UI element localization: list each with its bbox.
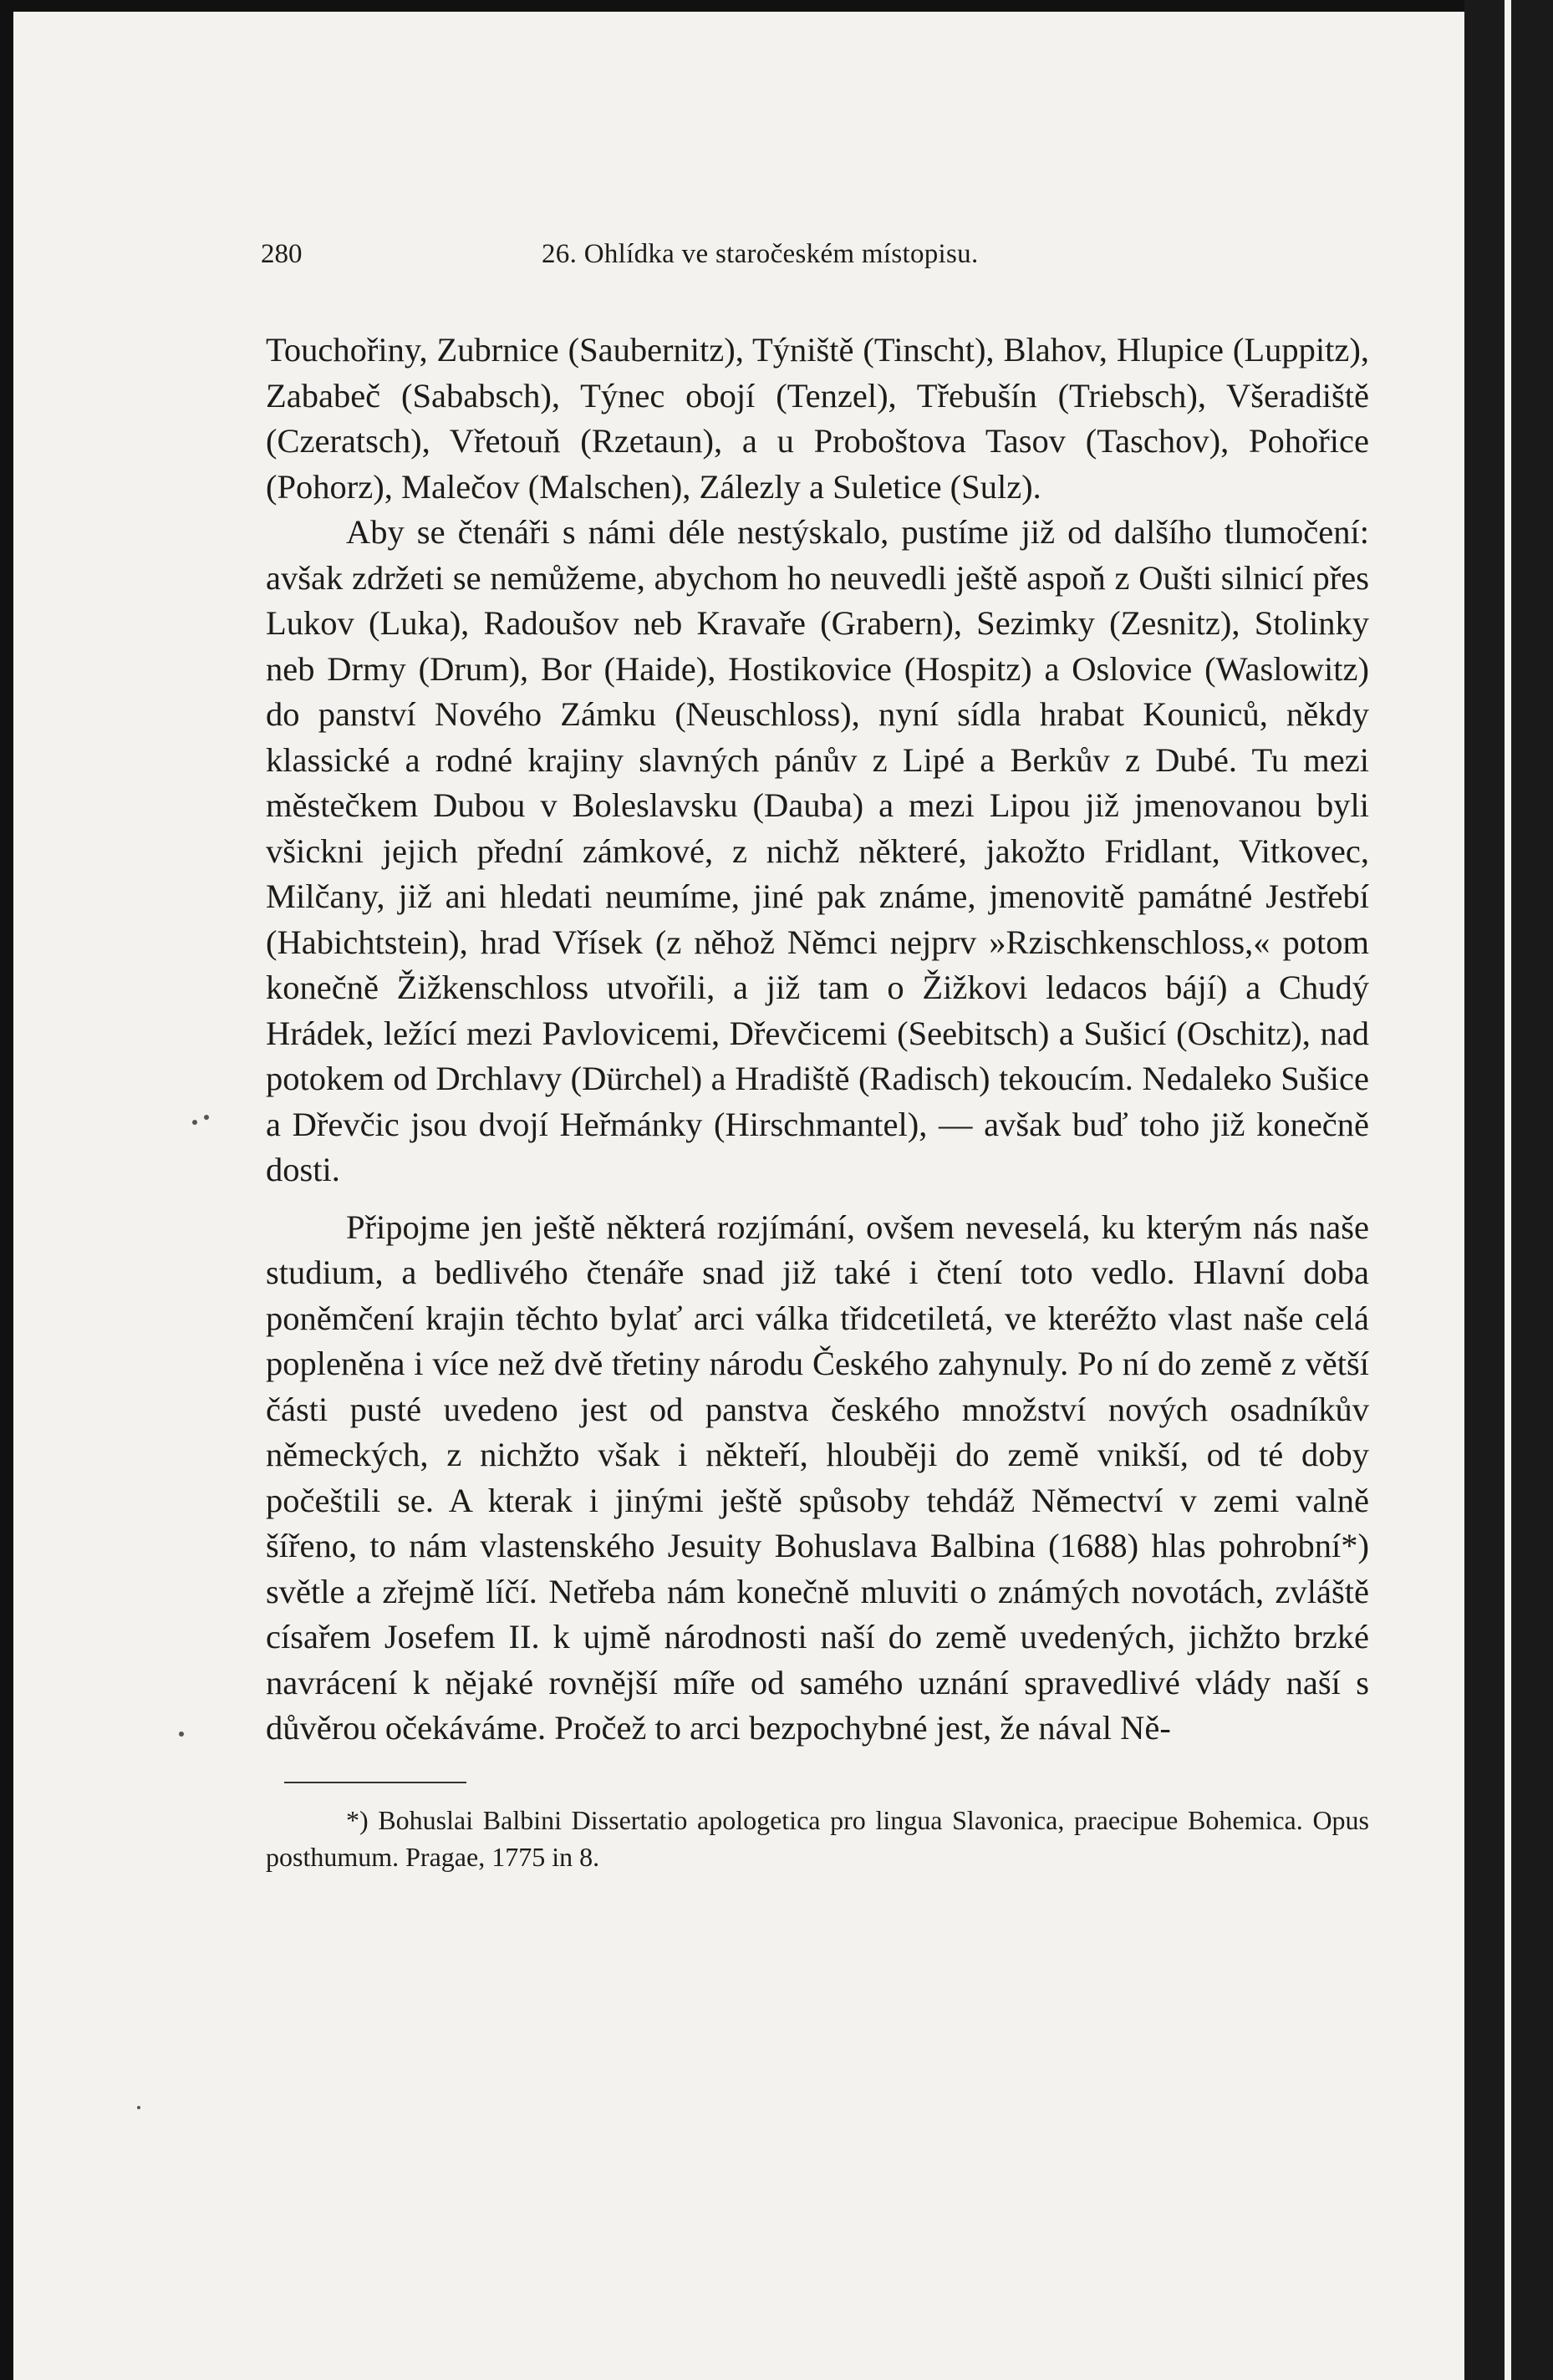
paragraph: Připojme jen ještě některá rozjímání, ovšem neveselá, ku kterým nás naše studium, a bedlivého čtenáře snad již také i čtení toto vedlo. Hlavní doba poněmčení krajin těchto bylať arci válka třidcetiletá, ve kteréžto vlast naše celá popleněna i více než dvě třetiny národu Českého zahynuly. Po ní do země z větší části pusté uvedeno jest od panstva českého množství nových osadníkův německých, z nichžto však i někteří, hlouběji do země vnikší, od té doby počeštili se. A kterak i jinými ještě spůsoby tehdáž Němectví v zemi valně šířeno, to nám vlastenského Jesuity Bohuslava Balbina (1688) hlas pohrobní*) světle a zřejmě líčí. Netřeba nám konečně mluviti o známých novotách, zvláště císařem Josefem II. k ujmě národnosti naší do země uvedených, jichžto brzké navrácení k nějaké rovnější míře od samého uznání spravedlivé vlády naší s důvěrou očekáváme. Pročež to arci bezpochybné jest, že nával Ně- <box>266 1208 1369 1747</box>
page-number: 280 <box>261 239 303 269</box>
paragraph: Touchořiny, Zubrnice (Saubernitz), Týniště (Tinscht), Blahov, Hlupice (Luppitz), Zababeč (Sababsch), Týnec obojí (Tenzel), Třebušín (Triebsch), Všeradiště (Czeratsch), Vřetouň (Rzetaun), a u Proboštova Tasov (Taschov), Pohořice (Pohorz), Malečov (Malschen), Zálezly a Suletice (Sulz). <box>266 331 1369 506</box>
chapter-title: 26. Ohlídka ve staročeském místopisu. <box>542 239 979 269</box>
next-page-edge <box>1505 0 1511 2380</box>
footnote-divider <box>284 1782 466 1783</box>
scan-speck <box>204 1115 209 1120</box>
page-content <box>261 234 1369 1902</box>
scan-speck <box>179 1732 184 1737</box>
scan-top-border <box>0 0 1553 12</box>
scan-left-border <box>0 0 13 2380</box>
paragraph: Aby se čtenáři s námi déle nestýskalo, pustíme již od dalšího tlumočení: avšak zdržeti se nemůžeme, abychom ho neuvedli ještě aspoň z Oušti silnicí přes Lukov (Luka), Radoušov neb Kravaře (Grabern), Sezimky (Zesnitz), Stolinky neb Drmy (Drum), Bor (Haide), Hostikovice (Hospitz) a Oslovice (Waslowitz) do panství Nového Zámku (Neuschloss), nyní sídla hrabat Kouniců, někdy klassické a rodné krajiny slavných pánův z Lipé a Berkův z Dubé. Tu mezi městečkem Dubou v Boleslavsku (Dauba) a mezi Lipou již jmenovanou byli všickni jejich přední zámkové, z nichž některé, jakožto Fridlant, Vitkovec, Milčany, již ani hledati neumíme, jiné pak známe, jmenovitě památné Jestřebí (Habichtstein), hrad Vřísek (z něhož Němci nejprv »Rzischkenschloss,« potom konečně Žižkenschloss utvořili, a již tam o Žižkovi ledacos bájí) a Chudý Hrádek, ležící mezi Pavlovicemi, Dřevčicemi (Seebitsch) a Sušicí (Oschitz), nad potokem od Drchlavy (Dürchel) a Hradiště (Radisch) tekoucím. Nedaleko Sušice a Dřevčic jsou dvojí Heřmánky (Hirschmantel), — avšak buď toho již konečně dosti. <box>266 513 1369 1188</box>
scan-speck <box>137 2106 140 2109</box>
scan-speck <box>192 1120 197 1125</box>
footnote: *) Bohuslai Balbini Dissertatio apologetica pro lingua Slavonica, praecipue Bohemica. Opus posthumum. Pragae, 1775 in 8. <box>266 1804 1369 1872</box>
running-head <box>261 234 1369 284</box>
body-text <box>266 328 1369 1752</box>
